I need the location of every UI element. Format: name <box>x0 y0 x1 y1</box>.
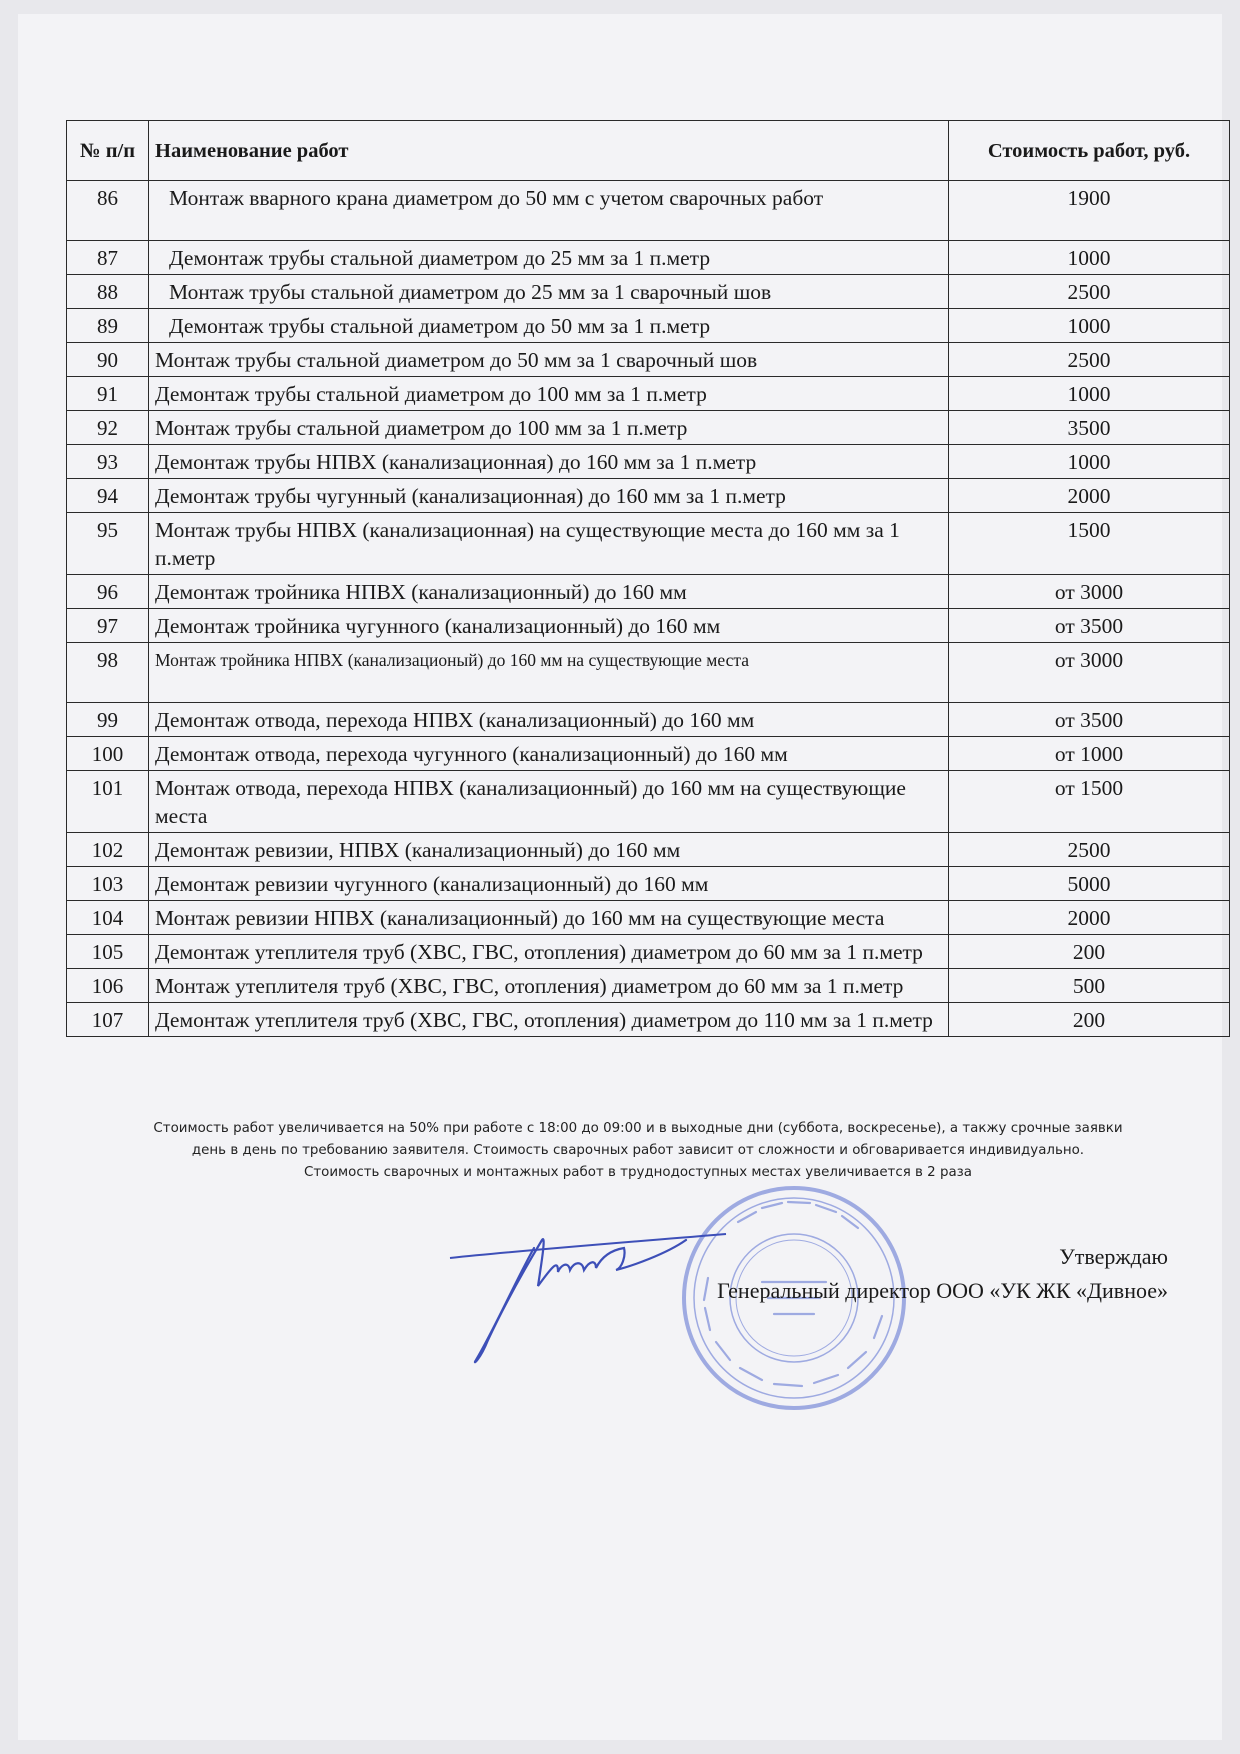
row-number: 88 <box>67 275 149 309</box>
row-number: 94 <box>67 479 149 513</box>
row-work-name: Демонтаж трубы стальной диаметром до 100 мм за 1 п.метр <box>149 377 949 411</box>
row-number: 86 <box>67 181 149 241</box>
row-price: 2500 <box>949 343 1230 377</box>
table-row <box>67 867 1230 901</box>
row-work-name: Демонтаж трубы стальной диаметром до 25 мм за 1 п.метр <box>149 241 949 275</box>
row-number: 106 <box>67 969 149 1003</box>
table-row <box>67 1003 1230 1037</box>
table-row <box>67 411 1230 445</box>
row-price: 2000 <box>949 479 1230 513</box>
row-price: 1000 <box>949 309 1230 343</box>
row-number: 92 <box>67 411 149 445</box>
director-position: Генеральный директор ООО «УК ЖК «Дивное» <box>717 1278 1168 1303</box>
row-number: 101 <box>67 771 149 833</box>
row-price: 1900 <box>949 181 1230 241</box>
table-row <box>67 181 1230 241</box>
row-work-name: Демонтаж ревизии чугунного (канализационный) до 160 мм <box>149 867 949 901</box>
row-number: 107 <box>67 1003 149 1037</box>
table-row <box>67 901 1230 935</box>
approve-label: Утверждаю <box>1059 1244 1168 1269</box>
row-price: 1000 <box>949 445 1230 479</box>
row-price: 500 <box>949 969 1230 1003</box>
document-page <box>18 14 1222 1740</box>
row-price: 1500 <box>949 513 1230 575</box>
row-price: от 1000 <box>949 737 1230 771</box>
row-price: от 3000 <box>949 643 1230 703</box>
table-row <box>67 309 1230 343</box>
row-work-name: Монтаж трубы стальной диаметром до 25 мм за 1 сварочный шов <box>149 275 949 309</box>
table-row <box>67 241 1230 275</box>
row-work-name: Монтаж ревизии НПВХ (канализационный) до 160 мм на существующие места <box>149 901 949 935</box>
table-row <box>67 377 1230 411</box>
header-number: № п/п <box>67 121 149 181</box>
row-number: 87 <box>67 241 149 275</box>
table-row <box>67 643 1230 703</box>
row-work-name: Монтаж тройника НПВХ (канализационый) до 160 мм на существующие места <box>149 643 949 703</box>
row-work-name: Демонтаж тройника НПВХ (канализационный) до 160 мм <box>149 575 949 609</box>
table-row <box>67 935 1230 969</box>
row-number: 91 <box>67 377 149 411</box>
table-row <box>67 445 1230 479</box>
row-work-name: Монтаж утеплителя труб (ХВС, ГВС, отопления) диаметром до 60 мм за 1 п.метр <box>149 969 949 1003</box>
row-price: 5000 <box>949 867 1230 901</box>
table-row <box>67 479 1230 513</box>
row-price: 200 <box>949 935 1230 969</box>
table-row <box>67 771 1230 833</box>
row-work-name: Монтаж трубы стальной диаметром до 100 мм за 1 п.метр <box>149 411 949 445</box>
row-work-name: Демонтаж отвода, перехода чугунного (канализационный) до 160 мм <box>149 737 949 771</box>
signature <box>446 1220 746 1370</box>
row-work-name: Монтаж трубы НПВХ (канализационная) на существующие места до 160 мм за 1 п.метр <box>149 513 949 575</box>
row-price: 1000 <box>949 377 1230 411</box>
row-number: 105 <box>67 935 149 969</box>
row-number: 99 <box>67 703 149 737</box>
row-work-name: Демонтаж трубы чугунный (канализационная) до 160 мм за 1 п.метр <box>149 479 949 513</box>
row-work-name: Монтаж вварного крана диаметром до 50 мм с учетом сварочных работ <box>149 181 949 241</box>
table-row <box>67 833 1230 867</box>
row-number: 100 <box>67 737 149 771</box>
row-price: 1000 <box>949 241 1230 275</box>
row-price: 2000 <box>949 901 1230 935</box>
row-price: от 3500 <box>949 703 1230 737</box>
table-row <box>67 703 1230 737</box>
table-row <box>67 737 1230 771</box>
approval-block <box>717 1240 1168 1308</box>
row-work-name: Монтаж отвода, перехода НПВХ (канализационный) до 160 мм на существующие места <box>149 771 949 833</box>
price-table <box>66 120 1230 1037</box>
table-row <box>67 575 1230 609</box>
row-work-name: Демонтаж трубы НПВХ (канализационная) до 160 мм за 1 п.метр <box>149 445 949 479</box>
table-row <box>67 513 1230 575</box>
note-line: Стоимость сварочных и монтажных работ в труднодоступных местах увеличивается в 2 раза <box>304 1165 972 1180</box>
note-line: день в день по требованию заявителя. Стоимость сварочных работ зависит от сложности и обговаривается индивидуально. <box>191 1143 1085 1158</box>
row-number: 104 <box>67 901 149 935</box>
row-price: 200 <box>949 1003 1230 1037</box>
pricing-notes <box>78 1118 1198 1184</box>
row-price: 2500 <box>949 833 1230 867</box>
row-work-name: Монтаж трубы стальной диаметром до 50 мм за 1 сварочный шов <box>149 343 949 377</box>
row-work-name: Демонтаж трубы стальной диаметром до 50 мм за 1 п.метр <box>149 309 949 343</box>
table-row <box>67 343 1230 377</box>
row-number: 89 <box>67 309 149 343</box>
note-line: Стоимость работ увеличивается на 50% при работе с 18:00 до 09:00 и в выходные дни (суббота, воскресенье), а такжу срочные заявки <box>153 1121 1123 1136</box>
row-price: от 3500 <box>949 609 1230 643</box>
row-work-name: Демонтаж утеплителя труб (ХВС, ГВС, отопления) диаметром до 110 мм за 1 п.метр <box>149 1003 949 1037</box>
row-number: 102 <box>67 833 149 867</box>
row-work-name: Демонтаж ревизии, НПВХ (канализационный) до 160 мм <box>149 833 949 867</box>
row-number: 96 <box>67 575 149 609</box>
row-number: 95 <box>67 513 149 575</box>
header-price: Стоимость работ, руб. <box>949 121 1230 181</box>
header-work-name: Наименование работ <box>149 121 949 181</box>
row-price: от 3000 <box>949 575 1230 609</box>
row-number: 103 <box>67 867 149 901</box>
row-price: 3500 <box>949 411 1230 445</box>
table-header-row <box>67 121 1230 181</box>
table-row <box>67 275 1230 309</box>
row-number: 93 <box>67 445 149 479</box>
row-price: 2500 <box>949 275 1230 309</box>
row-price: от 1500 <box>949 771 1230 833</box>
row-number: 90 <box>67 343 149 377</box>
row-work-name: Демонтаж утеплителя труб (ХВС, ГВС, отопления) диаметром до 60 мм за 1 п.метр <box>149 935 949 969</box>
row-work-name: Демонтаж тройника чугунного (канализационный) до 160 мм <box>149 609 949 643</box>
row-number: 98 <box>67 643 149 703</box>
row-number: 97 <box>67 609 149 643</box>
row-work-name: Демонтаж отвода, перехода НПВХ (канализационный) до 160 мм <box>149 703 949 737</box>
table-row <box>67 609 1230 643</box>
table-row <box>67 969 1230 1003</box>
